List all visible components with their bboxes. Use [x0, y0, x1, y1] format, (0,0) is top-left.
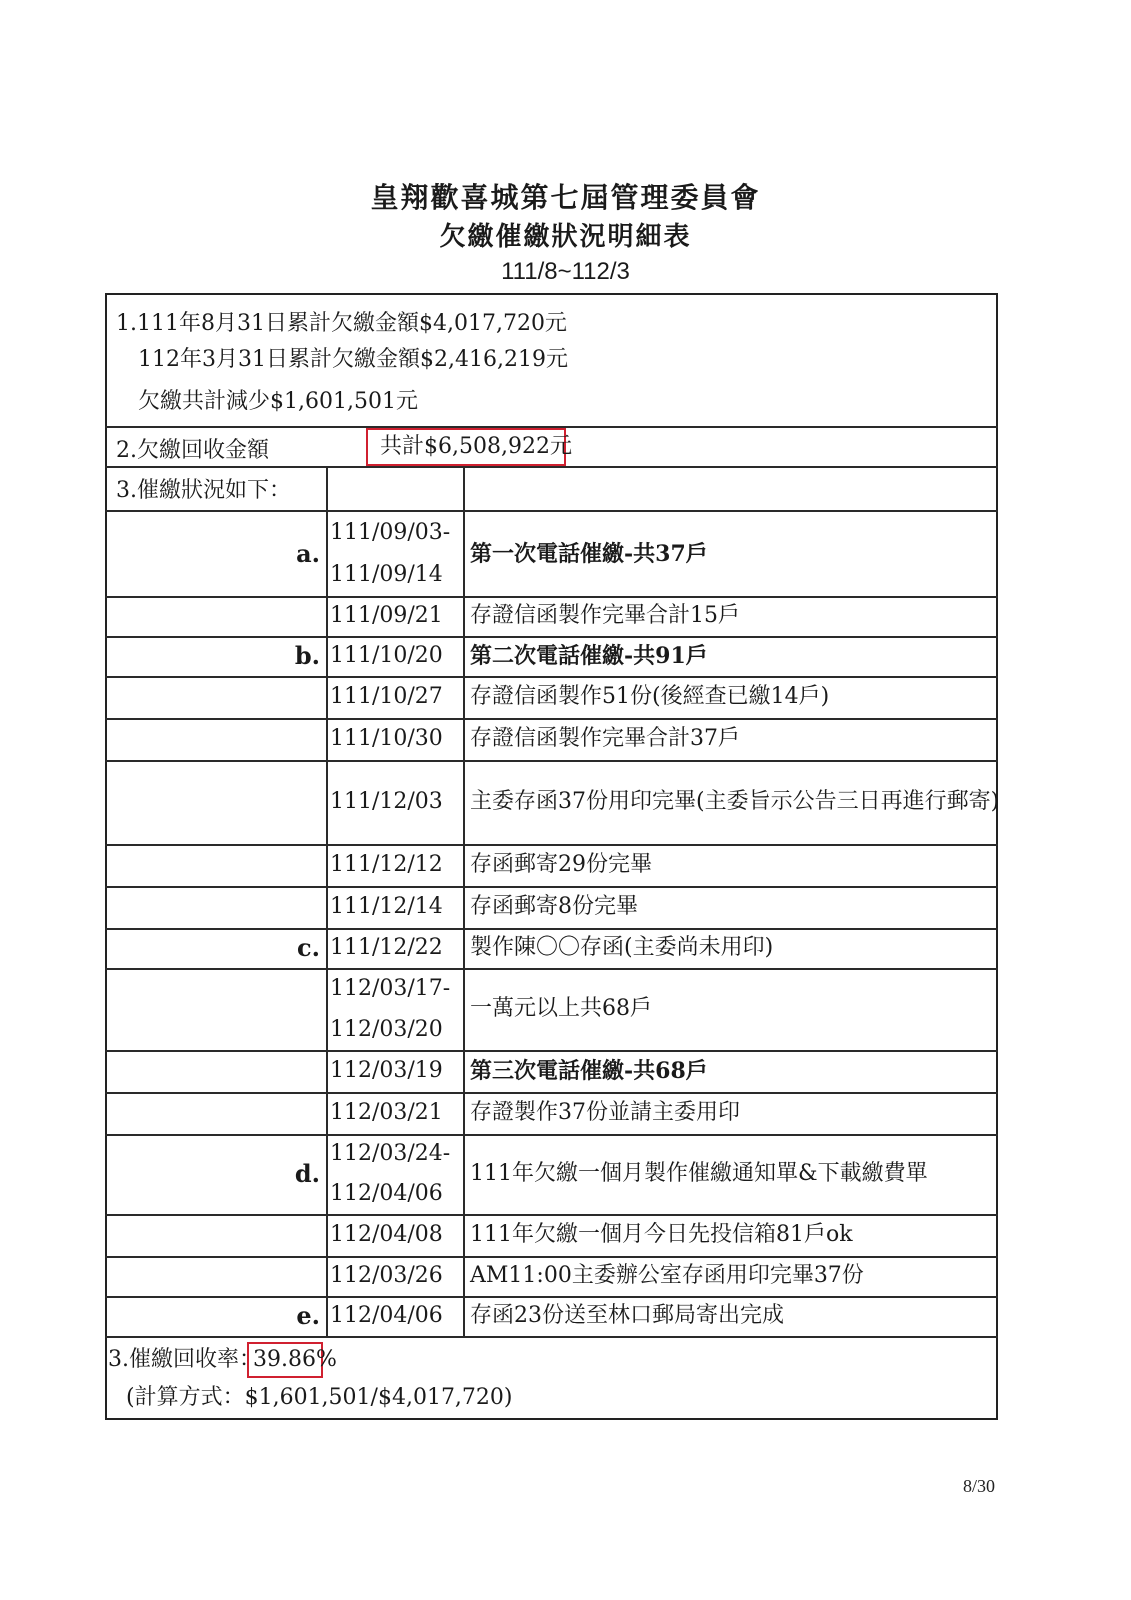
row-description: 一萬元以上共68戶	[470, 996, 652, 1021]
row-date: 111/10/30	[330, 726, 443, 751]
row-description: 製作陳〇〇存函(主委尚未用印)	[470, 935, 774, 960]
row-description: 主委存函37份用印完畢(主委旨示公告三日再進行郵寄)	[470, 789, 1000, 814]
document-period: 111/8~112/3	[501, 258, 630, 285]
row-description: 存證信函製作51份(後經查已繳14戶)	[470, 684, 830, 709]
recovery-rate: 39.86%	[253, 1347, 337, 1372]
row-description: 第二次電話催繳-共91戶	[470, 643, 708, 669]
row-date: 111/09/21	[330, 603, 443, 628]
row-description: 第三次電話催繳-共68戶	[470, 1058, 708, 1084]
divider	[105, 1336, 998, 1338]
row-description: 存函郵寄8份完畢	[470, 894, 638, 919]
row-date: 112/03/26	[330, 1263, 443, 1288]
row-date: 111/12/22	[330, 935, 443, 960]
divider	[105, 466, 998, 468]
row-date: 112/03/19	[330, 1058, 443, 1083]
recovered-amount: 共計$6,508,922元	[380, 434, 572, 459]
section3-label: 3.催繳狀況如下：	[116, 478, 291, 503]
row-date: 111/12/12	[330, 852, 443, 877]
row-description: 存證信函製作完畢合計15戶	[470, 603, 740, 628]
row-marker: a.	[296, 539, 320, 568]
section1-line3: 欠繳共計減少$1,601,501元	[138, 389, 418, 414]
document-title: 皇翔歡喜城第七屆管理委員會	[370, 181, 761, 214]
section4-label: 3.催繳回收率：	[108, 1347, 261, 1372]
row-marker: e.	[296, 1301, 320, 1330]
row-date: 112/03/21	[330, 1100, 443, 1125]
row-description: 111年欠繳一個月今日先投信箱81戶ok	[470, 1222, 853, 1247]
row-date: 111/09/03- 111/09/14	[330, 520, 451, 587]
row-marker: c.	[297, 933, 320, 962]
row-description: AM11:00主委辦公室存函用印完畢37份	[470, 1263, 864, 1288]
row-marker: b.	[294, 641, 320, 670]
row-date: 112/04/08	[330, 1222, 443, 1247]
row-date: 112/03/17- 112/03/20	[330, 976, 451, 1042]
rate-formula: (計算方式：$1,601,501/$4,017,720)	[126, 1385, 513, 1410]
document-subtitle: 欠繳催繳狀況明細表	[439, 222, 692, 252]
row-date: 111/12/03	[330, 789, 443, 814]
row-description: 111年欠繳一個月製作催繳通知單&下載繳費單	[470, 1161, 928, 1186]
page-number: 8/30	[962, 1476, 995, 1496]
row-date: 112/04/06	[330, 1303, 443, 1328]
section1-line2: 112年3月31日累計欠繳金額$2,416,219元	[138, 347, 568, 372]
row-description: 存函郵寄29份完畢	[470, 852, 652, 877]
section2-label: 2.欠繳回收金額	[116, 438, 269, 463]
row-description: 存證製作37份並請主委用印	[470, 1100, 740, 1125]
row-date: 111/10/20	[330, 643, 443, 668]
row-date: 111/12/14	[330, 894, 443, 919]
row-date: 112/03/24- 112/04/06	[330, 1141, 451, 1206]
row-description: 第一次電話催繳-共37戶	[470, 541, 708, 567]
row-description: 存函23份送至林口郵局寄出完成	[470, 1303, 784, 1328]
row-date: 111/10/27	[330, 684, 443, 709]
row-marker: d.	[294, 1159, 320, 1188]
row-description: 存證信函製作完畢合計37戶	[470, 726, 740, 751]
section1-line1: 1.111年8月31日累計欠繳金額$4,017,720元	[116, 311, 567, 336]
